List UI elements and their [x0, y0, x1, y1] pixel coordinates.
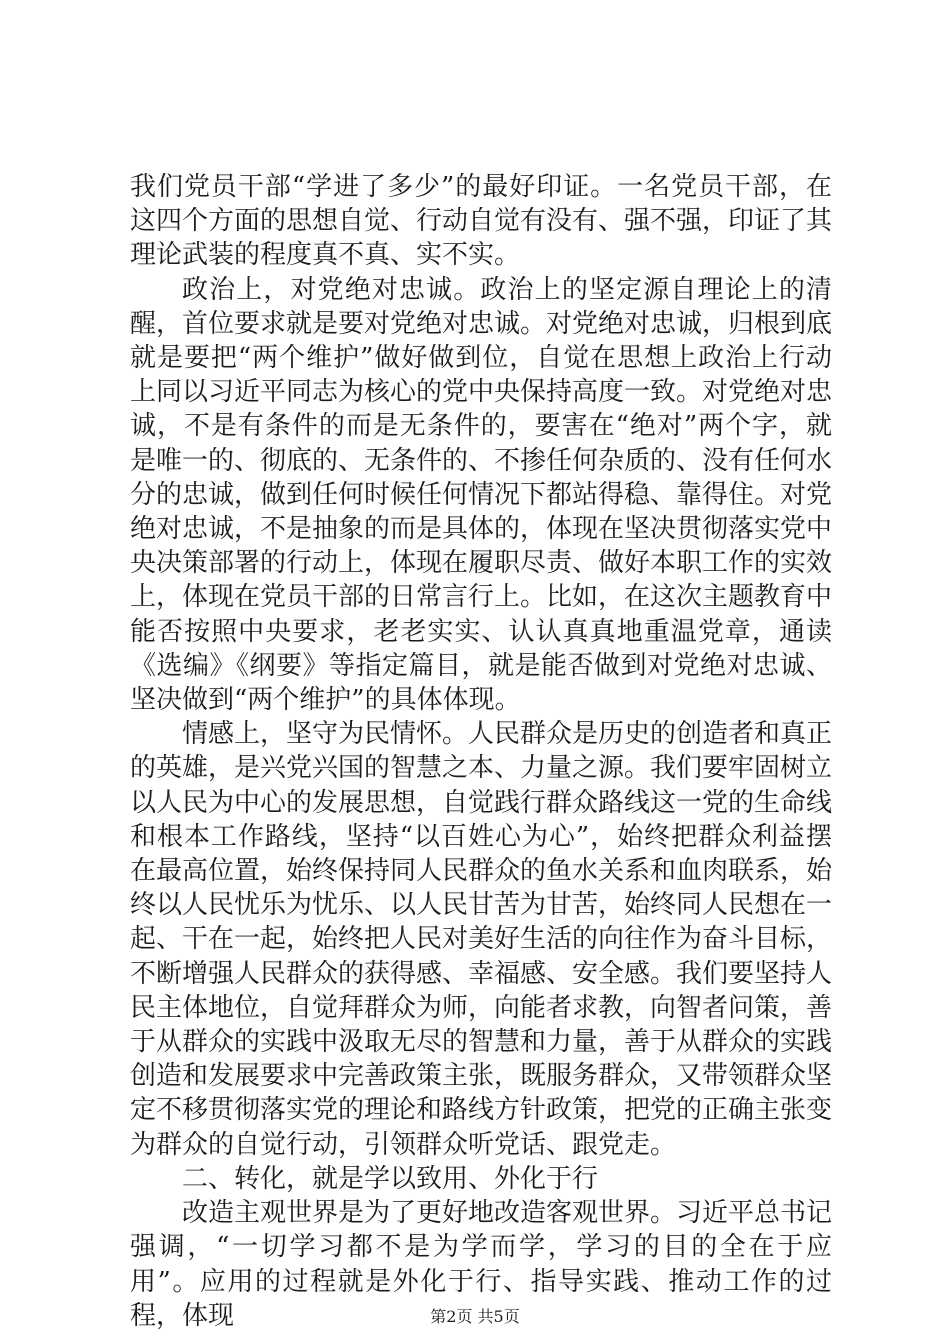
paragraph-continuation: 我们党员干部“学进了多少”的最好印证。一名党员干部，在这四个方面的思想自觉、行动自觉有没有、强不强，印证了其理论武装的程度真不真、实不实。 [130, 172, 833, 271]
section-heading-transformation: 二、转化，就是学以致用、外化于行 [182, 1163, 599, 1194]
paragraph-people-sentiment: 情感上，坚守为民情怀。人民群众是历史的创造者和真正的英雄，是兴党兴国的智慧之本、力量之源。我们要牢固树立以人民为中心的发展思想，自觉践行群众路线这一党的生命线和根本工作路线，坚持“以百姓心为心”，始终把群众利益摆在最高位置，始终保持同人民群众的鱼水关系和血肉联系，始终以人民忧乐为忧乐、以人民甘苦为甘苦，始终同人民想在一起、干在一起，始终把人民对美好生活的向往作为奋斗目标，不断增强人民群众的获得感、幸福感、安全感。我们要坚持人民主体地位，自觉拜群众为师，向能者求教，向智者问策，善于从群众的实践中汲取无尽的智慧和力量，善于从群众的实践创造和发展要求中完善政策主张，既服务群众，又带领群众坚定不移贯彻落实党的理论和路线方针政策，把党的正确主张变为群众的自觉行动，引领群众听党话、跟党走。 [130, 719, 833, 1160]
paragraph-transformation: 改造主观世界是为了更好地改造客观世界。习近平总书记强调，“一切学习都不是为学而学，学习的目的全在于应用”。应用的过程就是外化于行、指导实践、推动工作的过程，体现 [130, 1198, 833, 1331]
document-body [130, 170, 832, 1333]
paragraph-political-loyalty: 政治上，对党绝对忠诚。政治上的坚定源自理论上的清醒，首位要求就是要对党绝对忠诚。对党绝对忠诚，归根到底就是要把“两个维护”做好做到位，自觉在思想上政治上行动上同以习近平同志为核心的党中央保持高度一致。对党绝对忠诚，不是有条件的而是无条件的，要害在“绝对”两个字，就是唯一的、彻底的、无条件的、不掺任何杂质的、没有任何水分的忠诚，做到任何时候任何情况下都站得稳、靠得住。对党绝对忠诚，不是抽象的而是具体的，体现在坚决贯彻落实党中央决策部署的行动上，体现在履职尽责、做好本职工作的实效上，体现在党员干部的日常言行上。比如，在这次主题教育中能否按照中央要求，老老实实、认认真真地重温党章，通读《选编》《纲要》等指定篇目，就是能否做到对党绝对忠诚、坚决做到“两个维护”的具体体现。 [130, 274, 833, 716]
page-number-footer: 第2页 共5页 [430, 1307, 520, 1326]
